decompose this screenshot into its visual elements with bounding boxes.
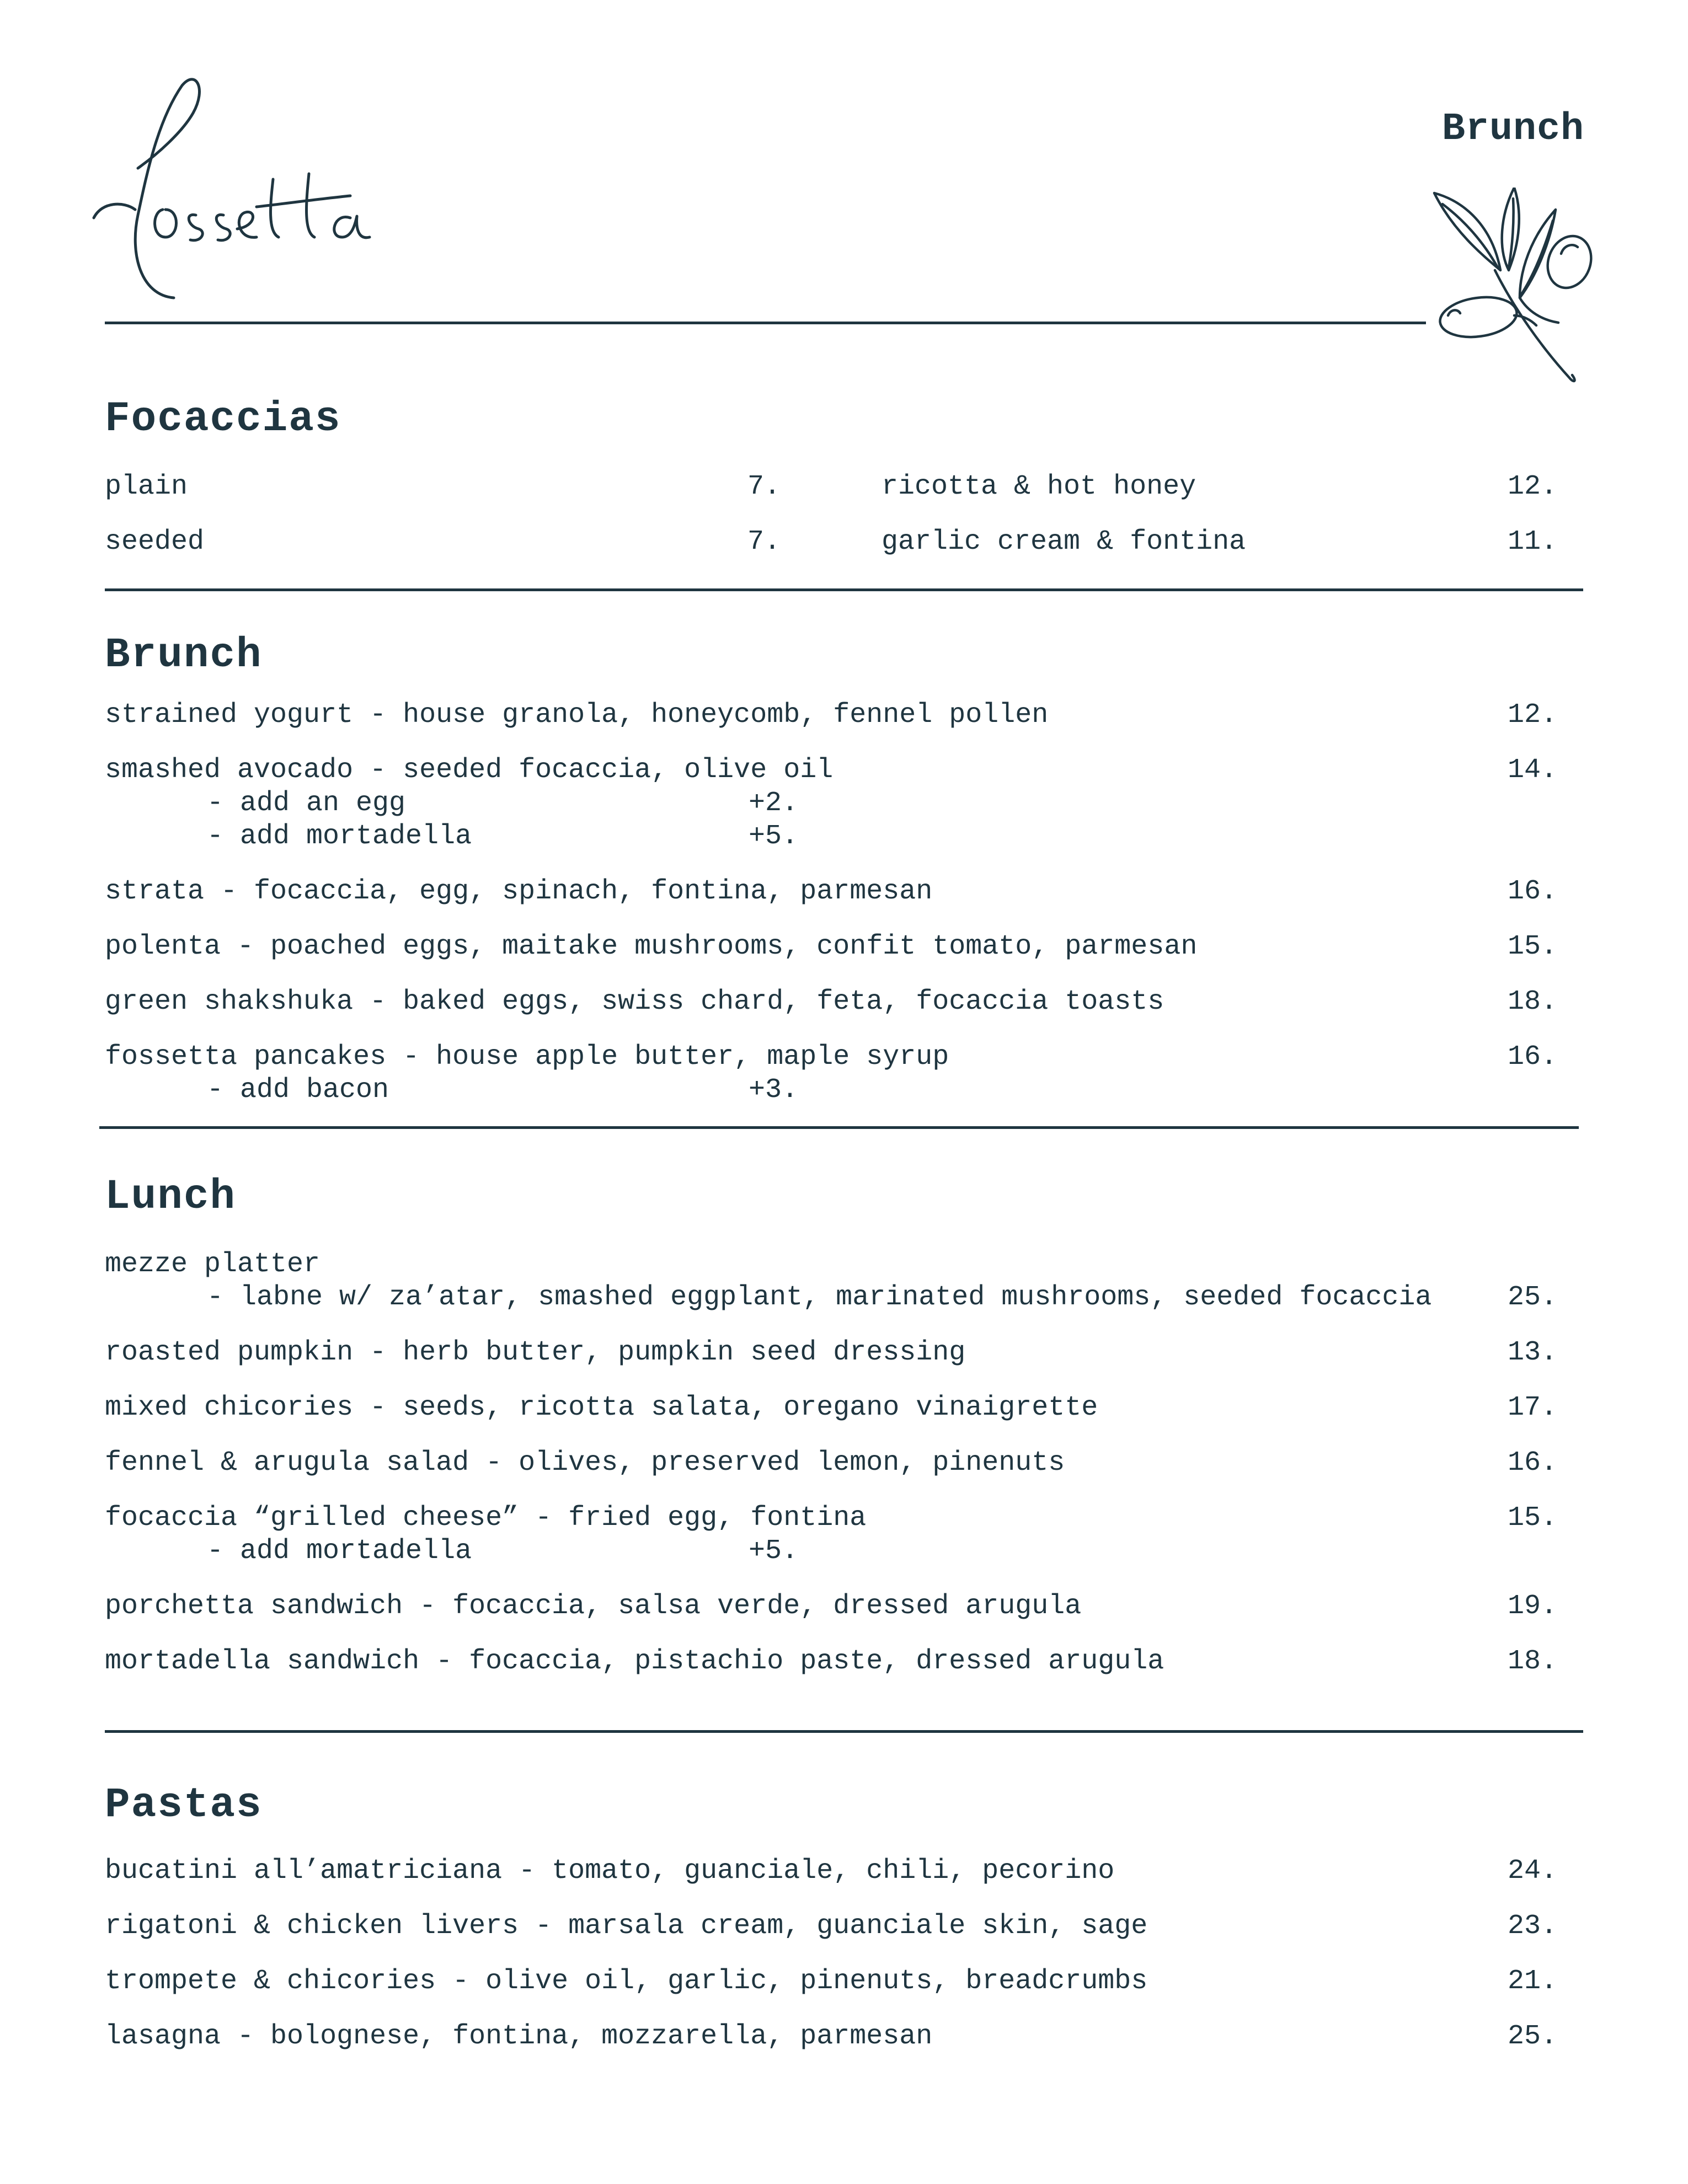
menu-item-name: mixed chicories - seeds, ricotta salata, oregano vinaigrette [105,1392,1098,1423]
menu-item-name: strained yogurt - house granola, honeycomb, fennel pollen [105,699,1049,731]
addon-name: - add an egg [207,788,406,819]
menu-item-price: 16. [1507,1041,1557,1073]
menu-item-price: 16. [1507,876,1557,907]
menu-item-name: plain [105,471,188,502]
addon-price: +5. [749,821,799,852]
menu-item-name: roasted pumpkin - herb butter, pumpkin seed dressing [105,1337,966,1368]
olive-branch-icon [1431,188,1602,392]
section-title-lunch: Lunch [105,1173,237,1221]
section-title-brunch: Brunch [105,631,263,679]
header-divider [105,322,1426,324]
addon-name: - add mortadella [207,821,472,852]
addon-name: - add mortadella [207,1535,472,1567]
addon-price: +5. [749,1535,799,1567]
menu-item-price: 19. [1507,1591,1557,1622]
menu-item-price: 7. [747,526,781,558]
page-label: Brunch [1441,108,1584,151]
menu-item-price: 16. [1507,1447,1557,1479]
menu-item-price: 18. [1507,986,1557,1018]
menu-item-price: 13. [1507,1337,1557,1368]
menu-item-detail: - labne w/ za’atar, smashed eggplant, marinated mushrooms, seeded focaccia [207,1282,1432,1313]
menu-item-price: 15. [1507,1502,1557,1534]
section-divider [99,1126,1579,1129]
menu-item-price: 23. [1507,1910,1557,1942]
menu-item-name: strata - focaccia, egg, spinach, fontina, parmesan [105,876,933,907]
menu-item-name: trompete & chicories - olive oil, garlic, pinenuts, breadcrumbs [105,1966,1148,1997]
section-title-pastas: Pastas [105,1781,263,1829]
section-divider [105,1730,1583,1733]
menu-item-price: 17. [1507,1392,1557,1423]
menu-item-price: 21. [1507,1966,1557,1997]
menu-item-name: porchetta sandwich - focaccia, salsa verde, dressed arugula [105,1591,1082,1622]
menu-item-name: garlic cream & fontina [882,526,1246,558]
menu-item-price: 7. [747,471,781,502]
menu-item-name: seeded [105,526,205,558]
menu-item-name: lasagna - bolognese, fontina, mozzarella, parmesan [105,2021,933,2052]
section-divider [105,588,1583,591]
menu-item-price: 25. [1507,2021,1557,2052]
menu-item-price: 15. [1507,931,1557,962]
menu-item-name: smashed avocado - seeded focaccia, olive oil [105,754,834,786]
addon-price: +2. [749,788,799,819]
menu-item-price: 18. [1507,1646,1557,1677]
addon-name: - add bacon [207,1074,389,1106]
menu-item-name: ricotta & hot honey [882,471,1196,502]
menu-item-name: rigatoni & chicken livers - marsala cream, guanciale skin, sage [105,1910,1148,1942]
menu-item-name: mezze platter [105,1249,320,1280]
menu-item-name: fennel & arugula salad - olives, preserved lemon, pinenuts [105,1447,1065,1479]
menu-item-price: 25. [1507,1282,1557,1313]
menu-item-price: 24. [1507,1855,1557,1887]
menu-item-name: polenta - poached eggs, maitake mushrooms, confit tomato, parmesan [105,931,1198,962]
section-title-focaccias: Focaccias [105,395,341,443]
menu-item-name: green shakshuka - baked eggs, swiss chard, feta, focaccia toasts [105,986,1164,1018]
addon-price: +3. [749,1074,799,1106]
menu-item-price: 14. [1507,754,1557,786]
menu-item-price: 11. [1507,526,1557,558]
fossetta-logo [91,72,416,303]
menu-item-name: fossetta pancakes - house apple butter, maple syrup [105,1041,949,1073]
menu-item-name: focaccia “grilled cheese” - fried egg, fontina [105,1502,867,1534]
menu-item-name: bucatini all’amatriciana - tomato, guanciale, chili, pecorino [105,1855,1115,1887]
menu-item-name: mortadella sandwich - focaccia, pistachio paste, dressed arugula [105,1646,1164,1677]
menu-item-price: 12. [1507,699,1557,731]
menu-item-price: 12. [1507,471,1557,502]
